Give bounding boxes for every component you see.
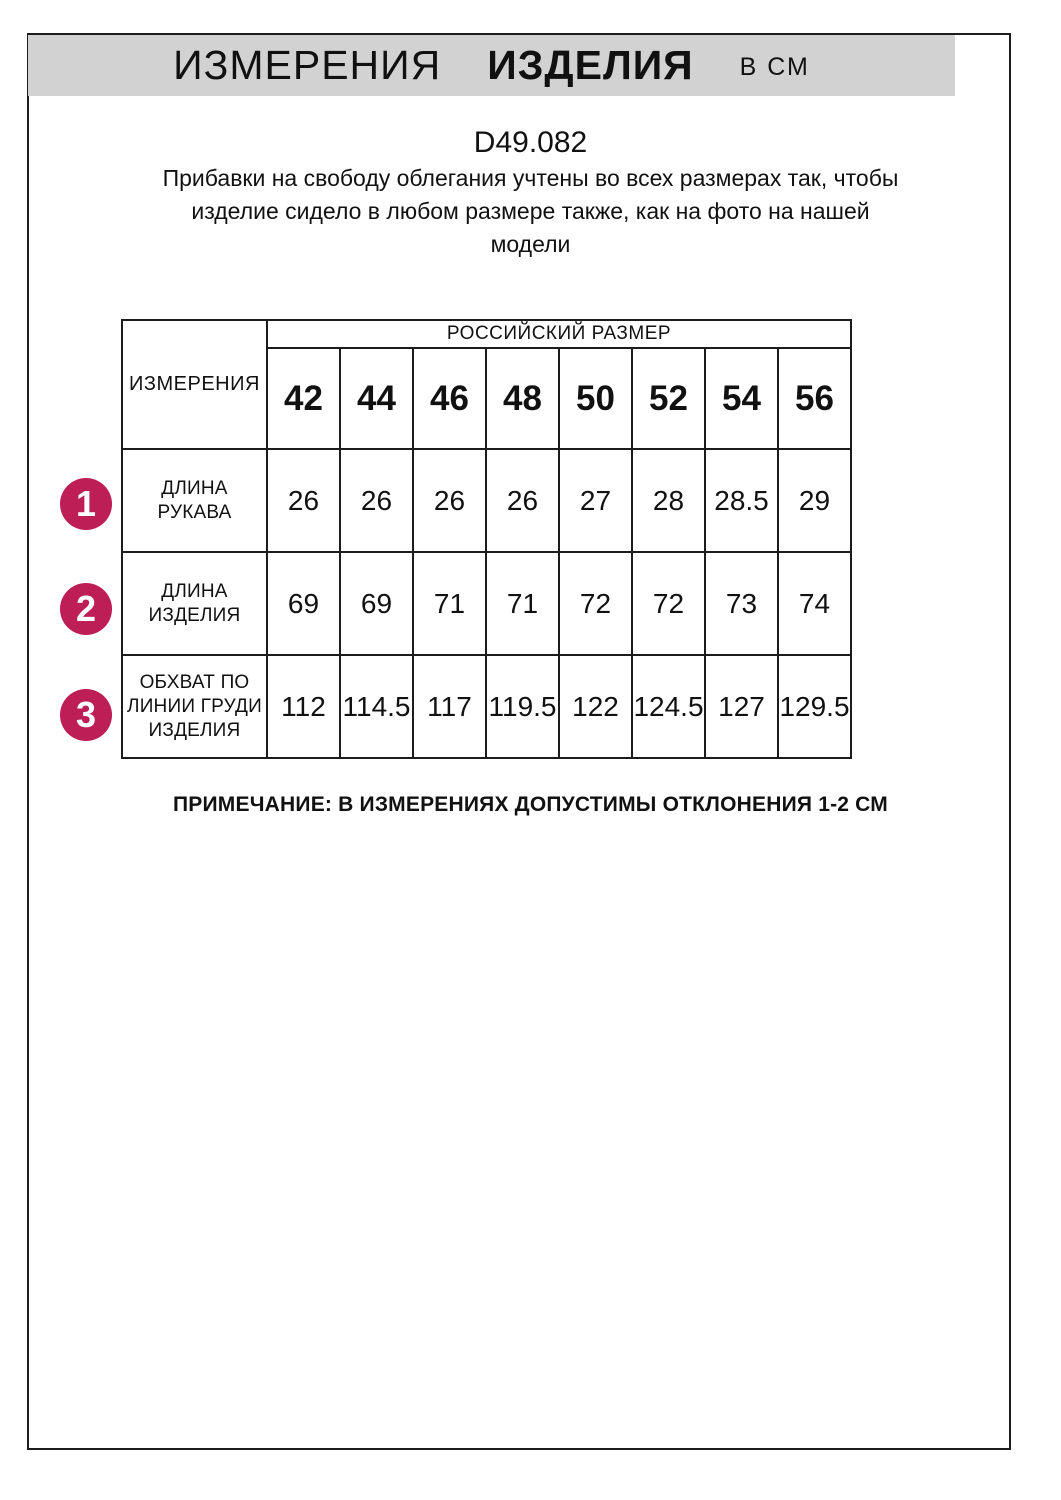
value-cell: 26 [340,449,413,552]
size-header-cell: 56 [778,348,851,449]
value-cell: 129.5 [778,655,851,758]
description-line-3: модели [490,231,571,257]
page-title-measurements: ИЗМЕРЕНИЯ [173,42,442,88]
size-header-cell: 48 [486,348,559,449]
title-bar [28,35,955,96]
value-cell: 117 [413,655,486,758]
size-header-cell: 52 [632,348,705,449]
tolerance-note: ПРИМЕЧАНИЕ: В ИЗМЕРЕНИЯХ ДОПУСТИМЫ ОТКЛОНЕНИЯ 1-2 СМ [173,793,888,816]
page-title-product: ИЗДЕЛИЯ [487,42,694,88]
page-title-units: В СМ [739,53,810,81]
value-cell: 73 [705,552,778,655]
value-cell: 119.5 [486,655,559,758]
table-row-product-length [122,552,851,655]
corner-header-cell: ИЗМЕРЕНИЯ [122,320,267,449]
row-label: ДЛИНА ИЗДЕЛИЯ [122,552,267,655]
row-label: ОБХВАТ ПО ЛИНИИ ГРУДИ ИЗДЕЛИЯ [122,655,267,758]
table-group-header-row [122,320,851,348]
value-cell: 122 [559,655,632,758]
value-cell: 114.5 [340,655,413,758]
value-cell: 28.5 [705,449,778,552]
size-group-header-cell: РОССИЙСКИЙ РАЗМЕР [267,320,851,348]
description-line-1: Прибавки на свободу облегания учтены во всех размерах так, чтобы [162,165,899,191]
value-cell: 72 [632,552,705,655]
value-cell: 74 [778,552,851,655]
table-row-chest-girth [122,655,851,758]
model-code: D49.082 [473,126,588,159]
row-label: ДЛИНА РУКАВА [122,449,267,552]
value-cell: 71 [413,552,486,655]
value-cell: 124.5 [632,655,705,758]
row-marker-1-badge: 1 [60,478,112,530]
row-marker-2-badge: 2 [60,583,112,635]
size-header-cell: 44 [340,348,413,449]
row-marker-3-badge: 3 [60,689,112,741]
value-cell: 29 [778,449,851,552]
value-cell: 69 [340,552,413,655]
size-header-cell: 42 [267,348,340,449]
size-header-cell: 50 [559,348,632,449]
value-cell: 26 [486,449,559,552]
value-cell: 28 [632,449,705,552]
value-cell: 26 [267,449,340,552]
size-header-cell: 46 [413,348,486,449]
value-cell: 112 [267,655,340,758]
value-cell: 72 [559,552,632,655]
table-row-sleeve-length [122,449,851,552]
value-cell: 127 [705,655,778,758]
value-cell: 27 [559,449,632,552]
value-cell: 69 [267,552,340,655]
size-header-cell: 54 [705,348,778,449]
description-paragraph [0,162,1061,261]
size-table [121,319,852,759]
description-line-2: изделие сидело в любом размере также, как на фото на нашей [191,198,870,224]
value-cell: 71 [486,552,559,655]
value-cell: 26 [413,449,486,552]
